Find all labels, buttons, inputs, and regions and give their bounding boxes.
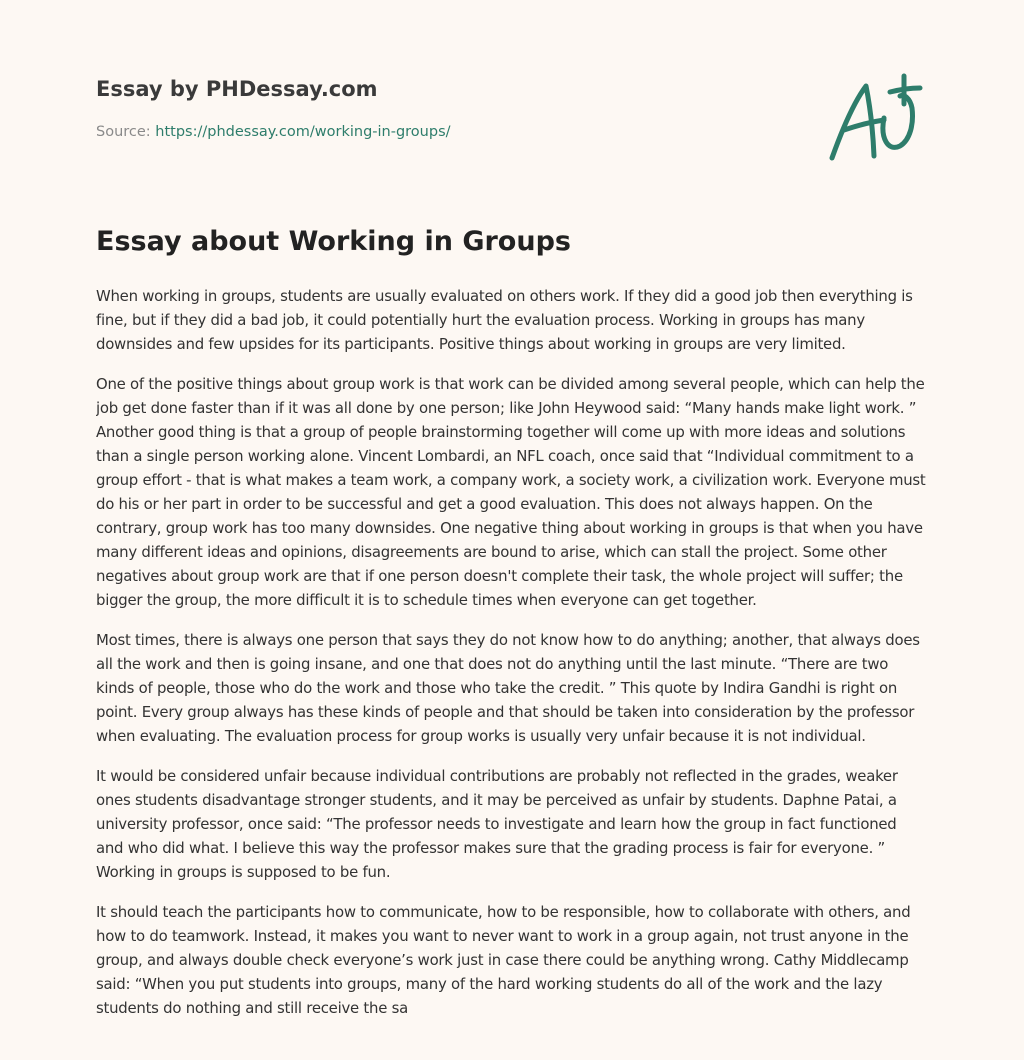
essay-paragraph: It would be considered unfair because individual contributions are probably not reflected in the grades, weaker ones students disadvantage stronger students, and it may be perceived as unfair by students. Daphne Patai, a university professor, once said: “The professor needs to investigate and learn how the group in fact functioned and who did what. I believe this way the professor makes sure that the grading process is fair for everyone. ” Working in groups is supposed to be fun.: [96, 767, 898, 881]
essay-paragraph: When working in groups, students are usually evaluated on others work. If they did a good job then everything is fine, but if they did a bad job, it could potentially hurt the evaluation process. Working in groups has many downsides and few upsides for its participants. Positive things about working in groups are very limited.: [96, 287, 913, 353]
essay-paragraph: Most times, there is always one person that says they do not know how to do anything; another, that always does all the work and then is going insane, and one that does not do anything until the last minute. “There are two kinds of people, those who do the work and those who take the credit. ” This quote by Indira Gandhi is right on point. Every group always has these kinds of people and that should be taken into consideration by the professor when evaluating. The evaluation process for group works is usually very unfair because it is not individual.: [96, 631, 920, 745]
essay-paragraph: One of the positive things about group work is that work can be divided among several people, which can help the job get done faster than if it was all done by one person; like John Heywood said: “Many hands make light work. ” Another good thing is that a group of people brainstorming together will come up with more ideas and solutions than a single person working alone. Vincent Lombardi, an NFL coach, once said that “Individual commitment to a group effort - that is what makes a team work, a company work, a society work, a civilization work. Everyone must do his or her part in order to be successful and get a good evaluation. This does not always happen. On the contrary, group work has too many downsides. One negative thing about working in groups is that when you have many different ideas and opinions, disagreements are bound to arise, which can stall the project. Some other negatives about group work are that if one person doesn't complete their task, the whole project will suffer; the bigger the group, the more difficult it is to schedule times when everyone can get together.: [96, 375, 926, 609]
source-line: [96, 124, 451, 140]
page-header: [96, 72, 928, 182]
a-plus-logo-icon: [824, 72, 928, 164]
essay-title: Essay about Working in Groups: [96, 226, 571, 257]
brand-name: Essay by PHDessay.com: [96, 77, 378, 101]
source-link[interactable]: https://phdessay.com/working-in-groups/: [155, 124, 451, 140]
essay-body: [96, 284, 928, 1054]
source-label: Source:: [96, 124, 151, 140]
essay-paragraph: It should teach the participants how to communicate, how to be responsible, how to collaborate with others, and how to do teamwork. Instead, it makes you want to never want to work in a group again, not trust anyone in the group, and always double check everyone’s work just in case there could be anything wrong. Cathy Middlecamp said: “When you put students into groups, many of the hard working students do all of the work and the lazy students do nothing and still receive the sa: [96, 903, 911, 1017]
